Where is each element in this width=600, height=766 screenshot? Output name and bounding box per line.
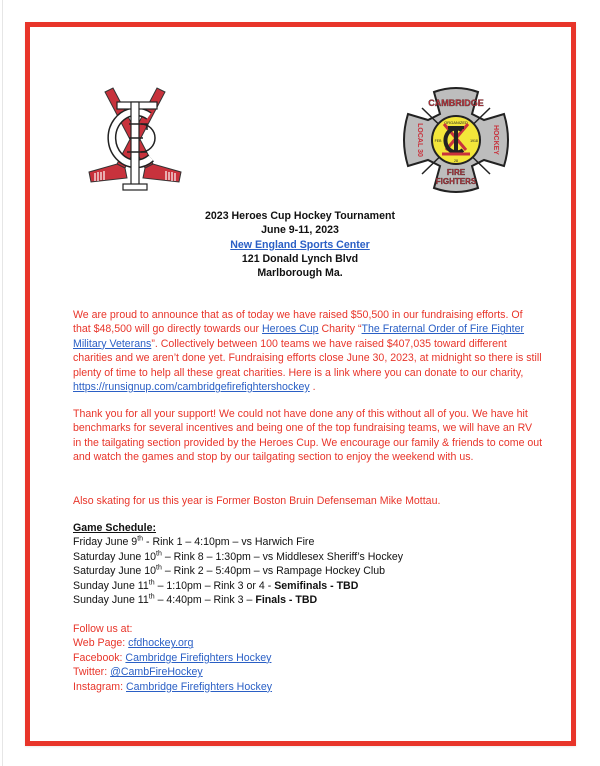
game-details: – Rink 2 – 5:40pm – vs Rampage Hockey Club — [161, 565, 386, 578]
follow-label: Web Page: — [73, 637, 129, 650]
follow-item — [73, 665, 543, 679]
charity-link[interactable]: The Fraternal Order of Fire Fighter Military Veterans — [73, 323, 525, 350]
event-title: 2023 Heroes Cup Hockey Tournament — [205, 210, 395, 222]
page-edge-line — [2, 0, 3, 766]
game-round: Semifinals - TBD — [274, 579, 359, 592]
fundraising-text-3: ”. Collectively between 100 teams we have raised $407,035 toward different charities and we aren’t done yet. Fundraising efforts close June 30, 2023, at midnight so there is still plenty of time to help all these great charities. Here is a link where you can donate to our charity, — [73, 337, 542, 379]
event-dates: June 9-11, 2023 — [261, 224, 339, 237]
badge-left-text: LOCAL 30 — [416, 123, 423, 157]
fundraising-text-4: . — [309, 381, 316, 394]
donate-link[interactable]: https://runsignup.com/cambridgefirefightershockey — [73, 381, 310, 394]
cfd-hockey-monogram-logo — [83, 86, 187, 194]
schedule-row — [73, 550, 543, 564]
schedule-title: Game Schedule: — [73, 522, 157, 534]
mike-mottau-paragraph: Also skating for us this year is Former Boston Bruin Defenseman Mike Mottau. — [73, 495, 441, 507]
follow-link[interactable]: cfdhockey.org — [128, 637, 194, 650]
venue-link[interactable]: New England Sports Center — [230, 238, 370, 251]
thank-you-paragraph: Thank you for all your support! We could not have done any of this without all of you. We have hit benchmarks for several incentives and being one of the top fundraising teams, we will have an RV in the tailgating section provided by the Heroes Cup. We encourage our family & friends to come out and watch the games and stop by our tailgating section to enjoy the weekend with us. — [73, 408, 543, 464]
game-day: Friday June 9 — [73, 536, 138, 549]
follow-item — [73, 636, 543, 650]
schedule-row — [73, 579, 543, 593]
game-schedule — [73, 521, 543, 607]
game-details: – 1:10pm – Rink 3 or 4 - — [154, 579, 275, 592]
schedule-row — [73, 593, 543, 607]
ordinal-suffix: th — [148, 579, 155, 587]
game-day: Sunday June 11 — [73, 579, 149, 592]
game-details: - Rink 1 – 4:10pm – vs Harwich Fire — [143, 536, 315, 549]
fundraising-text-2: Charity “ — [318, 323, 362, 336]
follow-link[interactable]: @CambFireHockey — [110, 666, 203, 679]
follow-us-section — [73, 622, 543, 694]
badge-top-text: CAMBRIDGE — [428, 98, 484, 108]
game-day: Sunday June 11 — [73, 594, 149, 607]
ordinal-suffix: th — [156, 564, 162, 572]
game-round: Finals - TBD — [255, 594, 318, 607]
badge-center-right-text: 1918 — [470, 139, 478, 143]
ordinal-suffix: th — [137, 535, 144, 543]
badge-bottom-text-2: FIGHTERS — [435, 177, 477, 186]
fundraising-paragraph — [73, 308, 543, 394]
badge-bottom-text-1: FIRE — [446, 168, 466, 177]
game-details: – 4:40pm – Rink 3 – — [154, 594, 256, 607]
follow-item — [73, 651, 543, 665]
badge-center-bottom-text: 28 — [454, 159, 458, 163]
cambridge-firefighters-hockey-badge — [400, 86, 512, 194]
follow-label: Twitter: — [73, 666, 111, 679]
follow-link[interactable]: Cambridge Firefighters Hockey — [125, 651, 272, 664]
schedule-list — [73, 535, 543, 607]
ordinal-suffix: th — [148, 593, 155, 601]
game-day: Saturday June 10 — [73, 565, 157, 578]
venue-address: 121 Donald Lynch Blvd — [241, 252, 359, 265]
badge-center-left-text: FEB — [434, 139, 442, 143]
heroes-cup-link[interactable]: Heroes Cup — [262, 323, 319, 336]
schedule-row — [73, 535, 543, 549]
fundraising-text-1: We are proud to announce that as of today we have raised $50,500 in our fundraising efforts. Of that $48,500 will go directly towards our — [73, 309, 523, 336]
follow-link[interactable]: Cambridge Firefighters Hockey — [126, 680, 273, 693]
venue-city: Marlborough Ma. — [257, 267, 343, 280]
follow-label: Instagram: — [73, 680, 126, 693]
badge-center-arc-text: ORGANIZED — [444, 120, 468, 125]
follow-item — [73, 680, 543, 694]
schedule-row — [73, 564, 543, 578]
game-details: – Rink 8 – 1:30pm – vs Middlesex Sheriff’s Hockey — [161, 550, 404, 563]
follow-heading: Follow us at: — [73, 623, 133, 635]
game-day: Saturday June 10 — [73, 550, 157, 563]
follow-list — [73, 636, 543, 694]
event-header — [0, 209, 600, 280]
ordinal-suffix: th — [156, 550, 162, 558]
badge-right-text: HOCKEY — [492, 125, 499, 155]
follow-label: Facebook: — [73, 651, 126, 664]
